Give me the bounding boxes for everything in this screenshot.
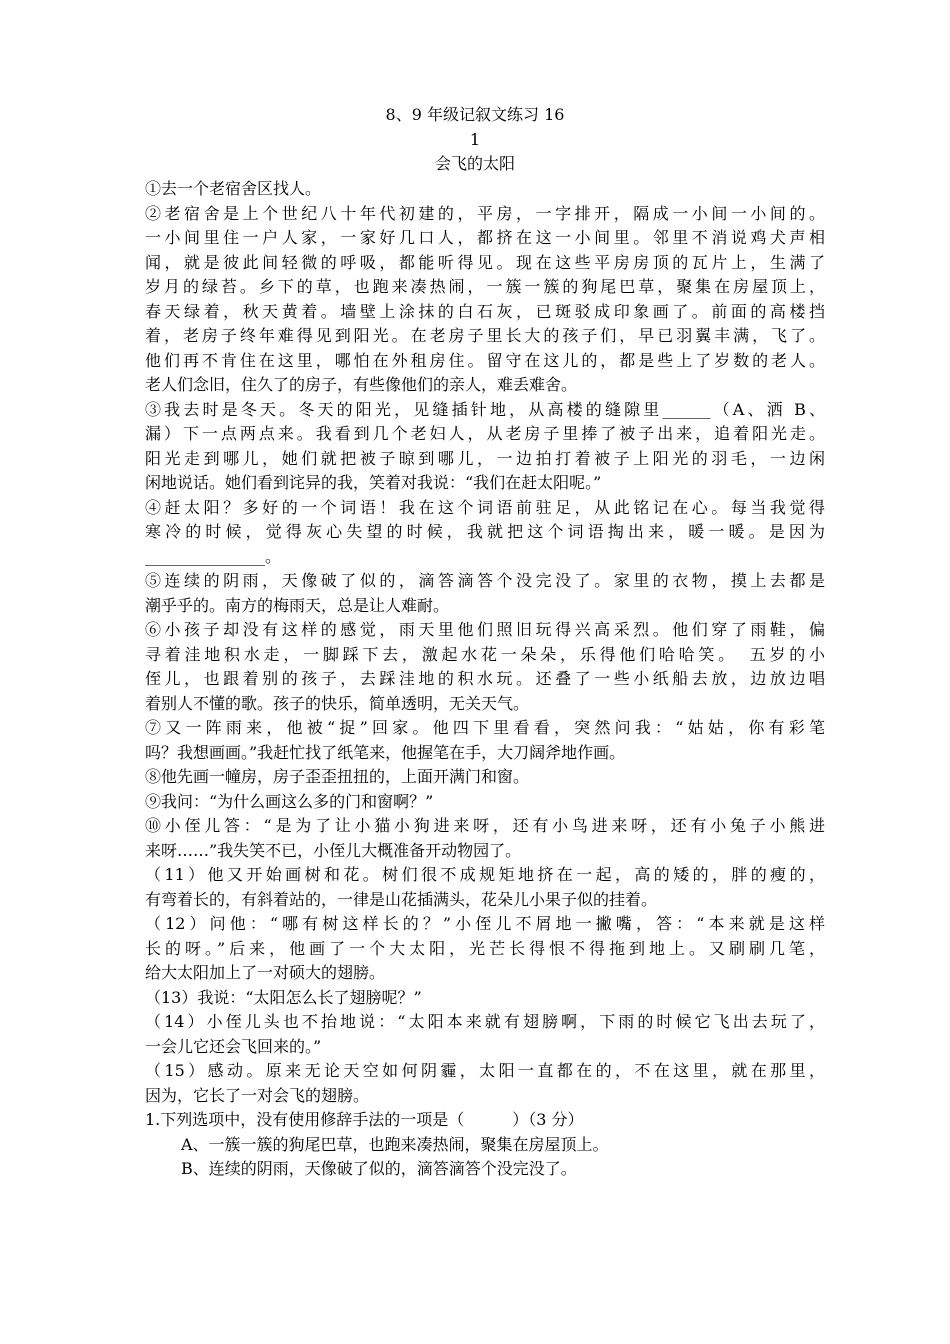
- text-line: 闻，就是彼此间轻微的呼吸，都能听得见。现在这些平房房顶的瓦片上，生满了: [145, 252, 825, 272]
- text-line: 寒冷的时候，觉得灰心失望的时候，我就把这个词语掏出来，暖一暖。是因为: [145, 522, 825, 541]
- text-line: 老人们念旧，住久了的房子，有些像他们的亲人，难丢难舍。: [145, 375, 578, 394]
- text-line: 他们再不肯住在这里，哪怕在外租房住。留守在这儿的，都是些上了岁数的老人。: [145, 350, 825, 370]
- text-line: ⑨我问：“为什么画这么多的门和窗啊？”: [145, 791, 434, 811]
- text-line: 漏）下一点两点来。我看到几个老妇人，从老房子里捧了被子出来，追着阳光走。: [145, 424, 825, 443]
- text-line: 吗？我想画画。”我赶忙找了纸笔来，他握笔在手，大刀阔斧地作画。: [145, 742, 626, 762]
- text-line: ②老宿舍是上个世纪八十年代初建的，平房，一字排开，隔成一小间一小间的。: [145, 203, 825, 223]
- text-line: ⑧他先画一幢房，房子歪歪扭扭的，上面开满门和窗。: [145, 767, 530, 786]
- text-line: _______________。: [145, 546, 282, 566]
- text-line: ③我去时是冬天。冬天的阳光，见缝插针地，从高楼的缝隙里______（A、洒 B、: [145, 399, 825, 419]
- section-number: 1: [469, 130, 481, 149]
- text-line: ①去一个老宿舍区找人。: [145, 179, 322, 198]
- text-line: 长的呀。”后来，他画了一个大太阳，光芒长得恨不得拖到地上。又刷刷几笔，: [145, 938, 825, 958]
- text-line: ⑦又一阵雨来，他被“捉”回家。他四下里看看，突然问我：“姑姑，你有彩笔: [145, 718, 825, 737]
- text-line: 因为，它长了一对会飞的翅膀。: [145, 1085, 370, 1105]
- text-line: 来呀……”我失笑不已，小侄儿大概准备开动物园了。: [145, 840, 522, 860]
- text-line: 着别人不懂的歌。孩子的快乐，简单透明，无关天气。: [145, 693, 530, 713]
- text-line: （14）小侄儿头也不抬地说：“太阳本来就有翅膀啊，下雨的时候它飞出去玩了，: [145, 1012, 825, 1031]
- text-line: ⑩小侄儿答：“是为了让小猫小狗进来呀，还有小鸟进来呀，还有小兔子小熊进: [145, 816, 825, 835]
- essay-body: [145, 177, 825, 1182]
- answer-option-line: B、连续的阴雨，天像破了似的，滴答滴答个没完没了。: [181, 1159, 577, 1178]
- text-line: 1.下列选项中，没有使用修辞手法的一项是（ ）（3 分）: [145, 1110, 584, 1129]
- text-line: 岁月的绿苔。乡下的草，也跑来凑热闹，一簇一簇的狗尾巴草，聚集在房屋顶上，: [145, 277, 825, 296]
- document-title: 8、9 年级记叙文练习 16: [385, 105, 565, 124]
- text-line: 寻着洼地积水走，一脚踩下去，激起水花一朵朵，乐得他们哈哈笑。 五岁的小: [145, 644, 825, 664]
- text-line: （11）他又开始画树和花。树们很不成规矩地挤在一起，高的矮的，胖的瘦的，: [145, 865, 825, 884]
- text-line: 一小间里住一户人家，一家好几口人，都挤在这一小间里。邻里不消说鸡犬声相: [145, 228, 825, 247]
- text-line: （12）问他：“哪有树这样长的？”小侄儿不屑地一撇嘴，答：“本来就是这样: [145, 914, 825, 933]
- text-line: （13）我说：“太阳怎么长了翅膀呢？”: [145, 987, 422, 1007]
- text-line: 给大太阳加上了一对硕大的翅膀。: [145, 963, 386, 982]
- answer-option-line: A、一簇一簇的狗尾巴草，也跑来凑热闹，聚集在房屋顶上。: [181, 1134, 609, 1154]
- essay-title: 会飞的太阳: [434, 154, 515, 173]
- text-line: 一会儿它还会飞回来的。”: [145, 1036, 322, 1056]
- text-line: 着，老房子终年难得见到阳光。在老房子里长大的孩子们，早已羽翼丰满，飞了。: [145, 326, 825, 345]
- text-line: ⑥小孩子却没有这样的感觉，雨天里他们照旧玩得兴高采烈。他们穿了雨鞋，偏: [145, 620, 825, 639]
- text-line: ④赶太阳？多好的一个词语！我在这个词语前驻足，从此铭记在心。每当我觉得: [145, 497, 825, 517]
- text-line: 阳光走到哪儿，她们就把被子晾到哪儿，一边拍打着被子上阳光的羽毛，一边闲: [145, 448, 825, 468]
- text-line: 侄儿，也跟着别的孩子，去踩洼地的积水玩。还叠了一些小纸船去放，边放边唱: [145, 669, 825, 688]
- text-line: 潮乎乎的。南方的梅雨天，总是让人难耐。: [145, 595, 450, 615]
- text-line: 春天绿着，秋天黄着。墙壁上涂抹的白石灰，已斑驳成印象画了。前面的高楼挡: [145, 301, 825, 321]
- text-line: 有弯着长的，有斜着站的，一律是山花插满头，花朵儿小果子似的挂着。: [145, 889, 658, 909]
- text-line: ⑤连续的阴雨，天像破了似的，滴答滴答个没完没了。家里的衣物，摸上去都是: [145, 571, 825, 590]
- text-line: 闲地说话。她们看到诧异的我，笑着对我说：“我们在赶太阳呢。”: [145, 473, 602, 492]
- text-line: （15）感动。原来无论天空如何阴霾，太阳一直都在的，不在这里，就在那里，: [145, 1061, 825, 1080]
